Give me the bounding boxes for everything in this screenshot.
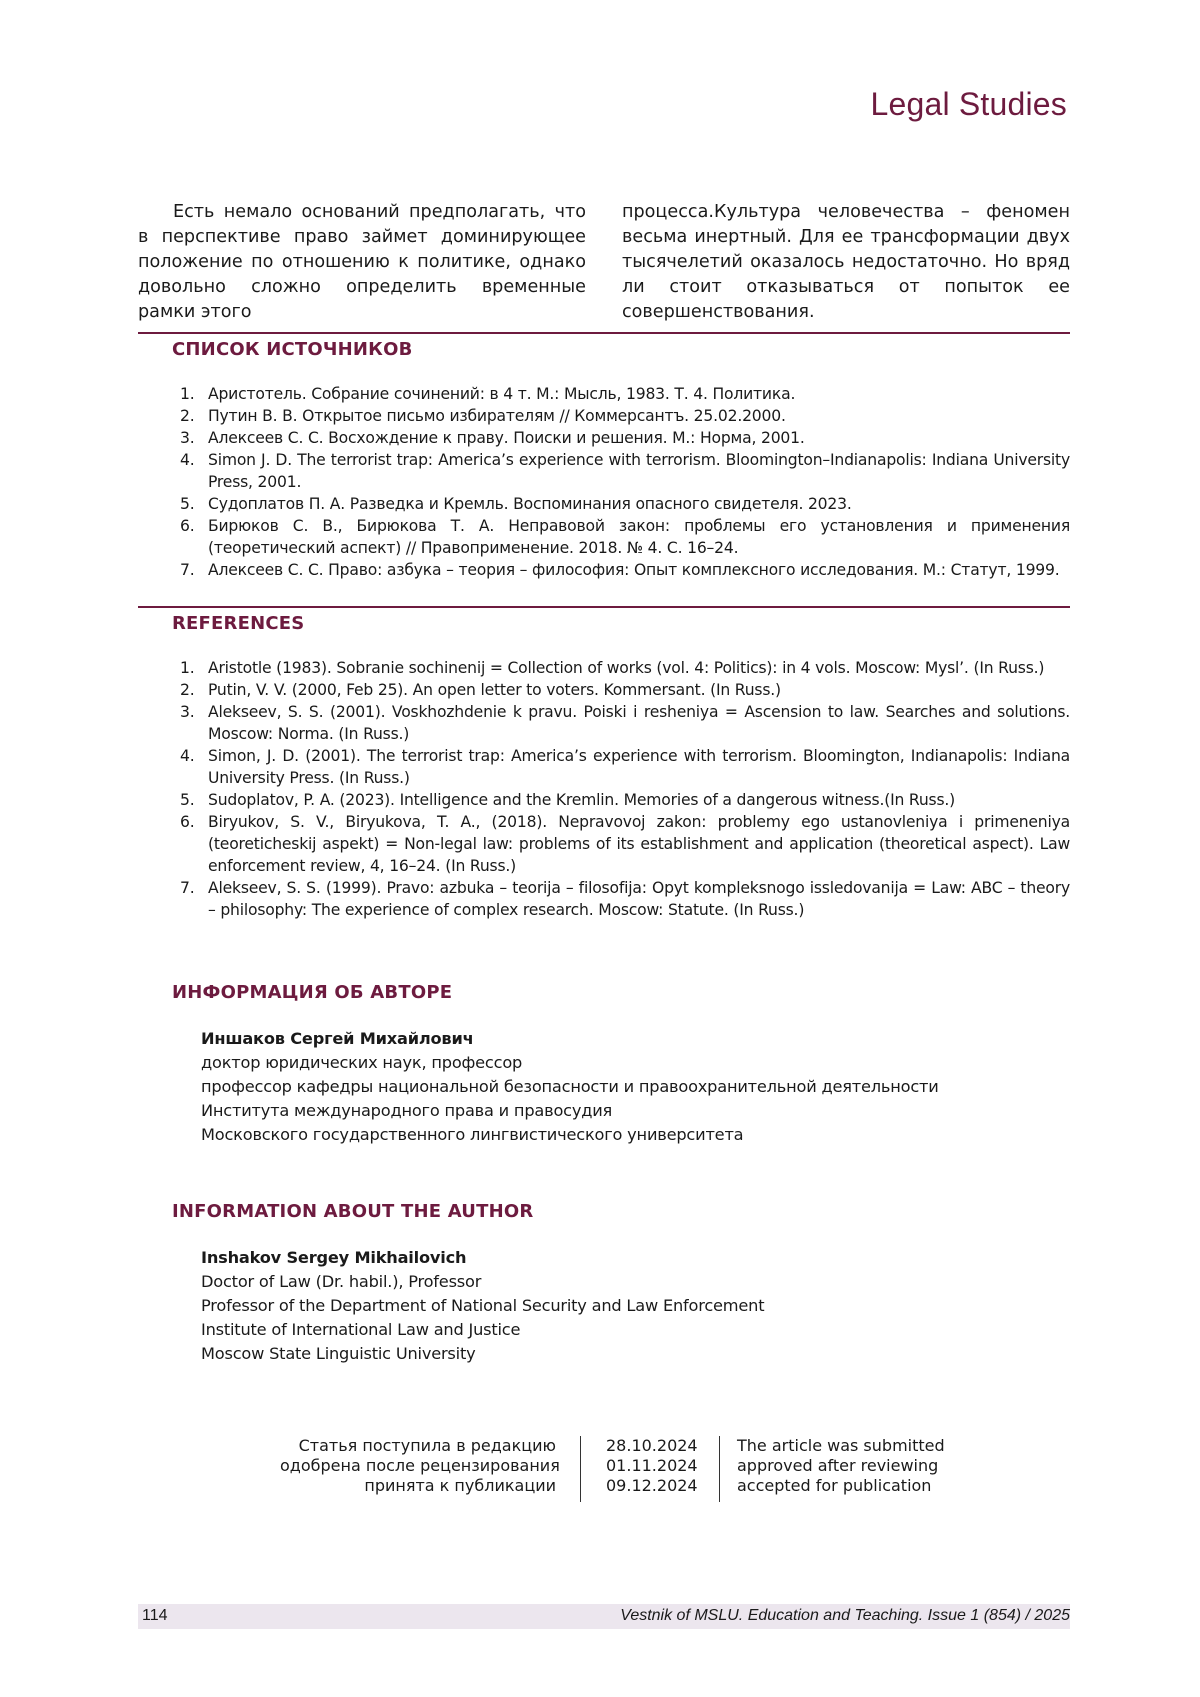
author-en-line: Moscow State Linguistic University	[201, 1344, 476, 1363]
author-en-line: Doctor of Law (Dr. habil.), Professor	[201, 1272, 482, 1291]
section-title: Legal Studies	[870, 86, 1067, 122]
reference-item	[172, 383, 1070, 405]
reference-text: Алексеев С. С. Право: азбука – теория – философия: Опыт комплексного исследования. М.: Статут, 1999.	[208, 561, 1060, 579]
sources-list	[172, 383, 1070, 581]
reference-text: Аристотель. Собрание сочинений: в 4 т. М.: Мысль, 1983. Т. 4. Политика.	[208, 385, 796, 403]
reference-item	[172, 427, 1070, 449]
intro-text	[138, 200, 1070, 325]
reference-number: 4.	[180, 451, 195, 469]
reference-text: Alekseev, S. S. (1999). Pravo: azbuka – teorija – filosofija: Opyt kompleksnogo issledovanija = Law: ABC – theory – philosophy: The experience of complex research. Moscow: Statute. (In Russ.)	[208, 879, 1070, 919]
reference-text: Biryukov, S. V., Biryukova, T. A., (2018). Nepravovoj zakon: problemy ego ustanovleniya i primeneniya (teoreticheskij aspekt) = Non-legal law: problems of its establishment and application (theoretical aspect). Law enforcement review, 4, 16–24. (In Russ.)	[208, 813, 1070, 875]
reference-number: 7.	[180, 879, 195, 897]
author-en-heading: INFORMATION ABOUT THE AUTHOR	[172, 1201, 534, 1222]
author-ru-heading: ИНФОРМАЦИЯ ОБ АВТОРЕ	[172, 982, 453, 1003]
divider	[580, 1436, 581, 1502]
date-value: 09.12.2024	[606, 1476, 698, 1495]
reference-number: 3.	[180, 703, 195, 721]
reference-item	[172, 679, 1070, 701]
divider	[719, 1436, 720, 1502]
date-label-en: approved after reviewing	[737, 1456, 939, 1475]
date-label-en: accepted for publication	[737, 1476, 932, 1495]
date-label-en: The article was submitted	[737, 1436, 945, 1455]
author-ru-line: Института международного права и правосудия	[201, 1101, 613, 1120]
date-value: 01.11.2024	[606, 1456, 698, 1475]
author-ru-line: доктор юридических наук, профессор	[201, 1053, 523, 1072]
author-ru-line: профессор кафедры национальной безопасности и правоохранительной деятельности	[201, 1077, 939, 1096]
reference-text: Putin, V. V. (2000, Feb 25). An open letter to voters. Kommersant. (In Russ.)	[208, 681, 781, 699]
author-en-block	[201, 1246, 764, 1366]
date-value: 28.10.2024	[606, 1436, 698, 1455]
reference-number: 4.	[180, 747, 195, 765]
reference-number: 2.	[180, 407, 195, 425]
reference-number: 5.	[180, 495, 195, 513]
dates-values	[606, 1436, 698, 1496]
intro-column-1: Есть немало оснований предполагать, что в перспективе право займет доминирующее положение по отношению к политике, однако довольно сложно определить временные рамки этого	[138, 202, 586, 322]
reference-number: 5.	[180, 791, 195, 809]
reference-number: 2.	[180, 681, 195, 699]
reference-number: 1.	[180, 385, 195, 403]
date-label-ru: одобрена после рецензирования	[280, 1456, 560, 1475]
reference-text: Алексеев С. С. Восхождение к праву. Поиски и решения. М.: Норма, 2001.	[208, 429, 805, 447]
reference-item	[172, 701, 1070, 745]
reference-text: Aristotle (1983). Sobranie sochinenij = Collection of works (vol. 4: Politics): in 4 vols. Moscow: Mysl’. (In Russ.)	[208, 659, 1045, 677]
reference-item	[172, 789, 1070, 811]
date-label-ru: Статья поступила в редакцию	[298, 1436, 556, 1455]
reference-item	[172, 657, 1070, 679]
reference-text: Simon, J. D. (2001). The terrorist trap: America’s experience with terrorism. Bloomington, Indianapolis: Indiana University Press. (In Russ.)	[208, 747, 1070, 787]
page-number: 114	[142, 1607, 168, 1624]
reference-number: 6.	[180, 813, 195, 831]
reference-text: Судоплатов П. А. Разведка и Кремль. Воспоминания опасного свидетеля. 2023.	[208, 495, 852, 513]
reference-item	[172, 877, 1070, 921]
references-heading: REFERENCES	[172, 613, 305, 634]
sources-heading: СПИСОК ИСТОЧНИКОВ	[172, 339, 413, 360]
intro-column-2: процесса.Культура человечества – феномен весьма инертный. Для ее трансформации двух тысячелетий оказалось недостаточно. Но вряд ли стоит отказываться от попыток ее совершенствования.	[622, 202, 1070, 322]
reference-text: Бирюков С. В., Бирюкова Т. А. Неправовой закон: проблемы его установления и применения (теоретический аспект) // Правоприменение. 2018. № 4. С. 16–24.	[208, 517, 1070, 557]
reference-item	[172, 515, 1070, 559]
reference-item	[172, 559, 1070, 581]
author-en-line: Institute of International Law and Justice	[201, 1320, 521, 1339]
references-list	[172, 657, 1070, 921]
author-ru-line: Московского государственного лингвистического университета	[201, 1125, 744, 1144]
reference-number: 7.	[180, 561, 195, 579]
date-label-ru: принята к публикации	[364, 1476, 556, 1495]
reference-item	[172, 493, 1070, 515]
reference-number: 1.	[180, 659, 195, 677]
reference-item	[172, 745, 1070, 789]
reference-item	[172, 811, 1070, 877]
reference-number: 6.	[180, 517, 195, 535]
reference-number: 3.	[180, 429, 195, 447]
dates-labels-ru	[280, 1436, 560, 1496]
journal-title: Vestnik of MSLU. Education and Teaching. Issue 1 (854) / 2025	[620, 1607, 1070, 1624]
author-name-en: Inshakov Sergey Mikhailovich	[201, 1248, 467, 1267]
divider	[138, 606, 1070, 608]
reference-text: Sudoplatov, P. A. (2023). Intelligence and the Kremlin. Memories of a dangerous witness.(In Russ.)	[208, 791, 956, 809]
divider	[138, 332, 1070, 334]
reference-item	[172, 449, 1070, 493]
reference-text: Simon J. D. The terrorist trap: America’s experience with terrorism. Bloomington–Indianapolis: Indiana University Press, 2001.	[208, 451, 1070, 491]
author-ru-block	[201, 1027, 939, 1147]
dates-labels-en	[737, 1436, 945, 1496]
author-en-line: Professor of the Department of National Security and Law Enforcement	[201, 1296, 765, 1315]
reference-item	[172, 405, 1070, 427]
author-name-ru: Иншаков Сергей Михайлович	[201, 1029, 474, 1048]
page-footer	[138, 1604, 1070, 1629]
reference-text: Alekseev, S. S. (2001). Voskhozhdenie k pravu. Poiski i resheniya = Ascension to law. Searches and solutions. Moscow: Norma. (In Russ.)	[208, 703, 1070, 743]
reference-text: Путин В. В. Открытое письмо избирателям // Коммерсантъ. 25.02.2000.	[208, 407, 786, 425]
